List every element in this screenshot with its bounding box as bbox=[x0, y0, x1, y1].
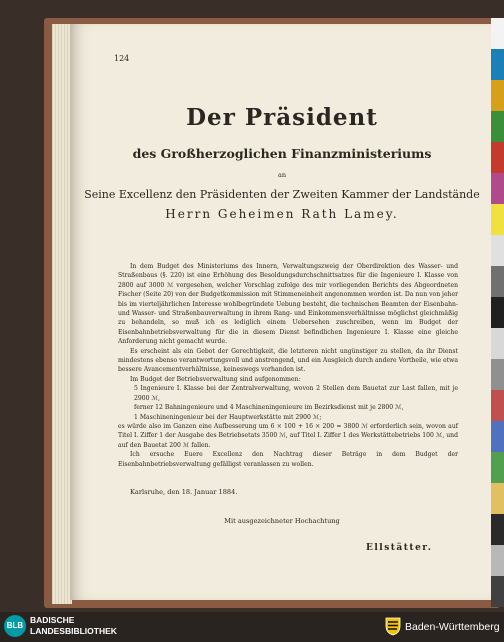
document-subtitle: des Großherzoglichen Finanzministeriums bbox=[132, 146, 432, 161]
page-stack bbox=[52, 24, 72, 604]
baden-wuerttemberg-emblem-icon bbox=[385, 616, 401, 636]
color-calibration-strip bbox=[491, 18, 504, 612]
color-swatch bbox=[491, 111, 504, 142]
color-swatch bbox=[491, 514, 504, 545]
color-swatch bbox=[491, 452, 504, 483]
body-paragraph: 1 Maschineningenieur bei der Hauptwerkstätte mit 2900 ℳ; bbox=[134, 413, 322, 421]
color-swatch bbox=[491, 390, 504, 421]
library-name[interactable] bbox=[30, 615, 117, 637]
page-number: 124 bbox=[114, 54, 130, 63]
color-swatch bbox=[491, 421, 504, 452]
color-swatch bbox=[491, 235, 504, 266]
color-swatch bbox=[491, 545, 504, 576]
color-swatch bbox=[491, 576, 504, 607]
body-paragraph: Im Budget der Betriebsverwaltung sind aufgenommen: bbox=[130, 375, 301, 383]
color-swatch bbox=[491, 204, 504, 235]
footer-bar bbox=[0, 612, 504, 642]
document-page bbox=[70, 24, 494, 600]
body-paragraph: 5 Ingenieure I. Klasse bei der Zentralverwaltung, wovon 2 Stellen dem Bauetat zur Last fallen, mit je 2900 ℳ, bbox=[134, 385, 458, 402]
body-paragraph: Es erscheint als ein Gebot der Gerechtigkeit, die letzteren nicht ungünstiger zu stellen, da ihr Dienst mindestens ebenso verantwortungsvoll und anstrengend, und ein Ausgleich durch andere Vortheile, wie etwa bessere Avancementverhältnisse, keineswegs vorhanden ist. bbox=[118, 347, 458, 374]
color-swatch bbox=[491, 49, 504, 80]
color-swatch bbox=[491, 297, 504, 328]
body-paragraph: ferner 12 Bahningenieure und 4 Maschineningenieure im Bezirksdienst mit je 2800 ℳ, bbox=[134, 404, 404, 412]
recipient-line-1: Seine Excellenz den Präsidenten der Zweiten Kammer der Landstände bbox=[84, 188, 480, 201]
library-name-line-1: BADISCHE bbox=[30, 615, 75, 625]
color-swatch bbox=[491, 483, 504, 514]
color-swatch bbox=[491, 142, 504, 173]
closing-line: Mit ausgezeichneter Hochachtung bbox=[224, 517, 340, 525]
document-title: Der Präsident bbox=[186, 104, 378, 131]
color-swatch bbox=[491, 328, 504, 359]
preposition: an bbox=[277, 171, 287, 179]
body-paragraph: es würde also im Ganzen eine Aufbesserung um 6 × 100 + 16 × 200 = 3800 ℳ erforderlich sein, wovon auf Titel I. Ziffer 1 der Ausgabe des Betriebsetats 3500 ℳ, auf Titel I. Ziffer 1 des Werkstättebetriebs 100 ℳ, und auf den Bauetat 200 ℳ fallen. bbox=[118, 422, 458, 449]
color-swatch bbox=[491, 266, 504, 297]
recipient-line-2: Herrn Geheimen Rath Lamey. bbox=[165, 207, 399, 221]
library-name-line-2: LANDESBIBLIOTHEK bbox=[30, 626, 117, 636]
blb-logo-icon[interactable]: BLB bbox=[4, 615, 26, 637]
region-label[interactable]: Baden-Württemberg bbox=[405, 621, 500, 633]
body-paragraph: In dem Budget des Ministeriums des Innern, Verwaltungszweig der Oberdirektion des Wasser- und Straßenbaus (§. 220) ist eine Erhöhung des Besoldungsdurchschnittsatzes für die Ingenieure I. Klasse von 2800 auf 3000 ℳ vorgesehen, welcher Vorschlag zufolge des mir vorliegenden Berichts des Abgeordneten Fischer (Seite 20) von der Budgetkommission mit Stimmeneinheit angenommen worden ist. Da nun von jeher bis im vierteljährlichen Interesse wohlbegründete Uebung besteht, die technischen Beamten der Eisenbahn- und Wasser- und Straßenbauverwaltung in ihrem Rang- und Einkommensverhältnisse möglichst gleichmäßig zu behandeln, so muß ich es lediglich einem Uebersehen zuschreiben, wenn im Budget der Eisenbahnbetriebsverwaltung für die in diesem Dienst befindlichen Ingenieure I. Klasse eine gleiche Anforderung nicht gemacht wurde. bbox=[118, 263, 458, 346]
body-paragraph: Ich ersuche Euere Excellenz den Nachtrag dieser Beträge in dem Budget der Eisenbahnbetriebsverwaltung gefälligst veranlassen zu wollen. bbox=[118, 451, 458, 468]
color-swatch bbox=[491, 18, 504, 49]
date-line: Karlsruhe, den 18. Januar 1884. bbox=[130, 488, 238, 496]
signature: Ellstätter. bbox=[366, 543, 433, 553]
color-swatch bbox=[491, 359, 504, 390]
color-swatch bbox=[491, 80, 504, 111]
letter-body bbox=[118, 262, 458, 469]
color-swatch bbox=[491, 173, 504, 204]
